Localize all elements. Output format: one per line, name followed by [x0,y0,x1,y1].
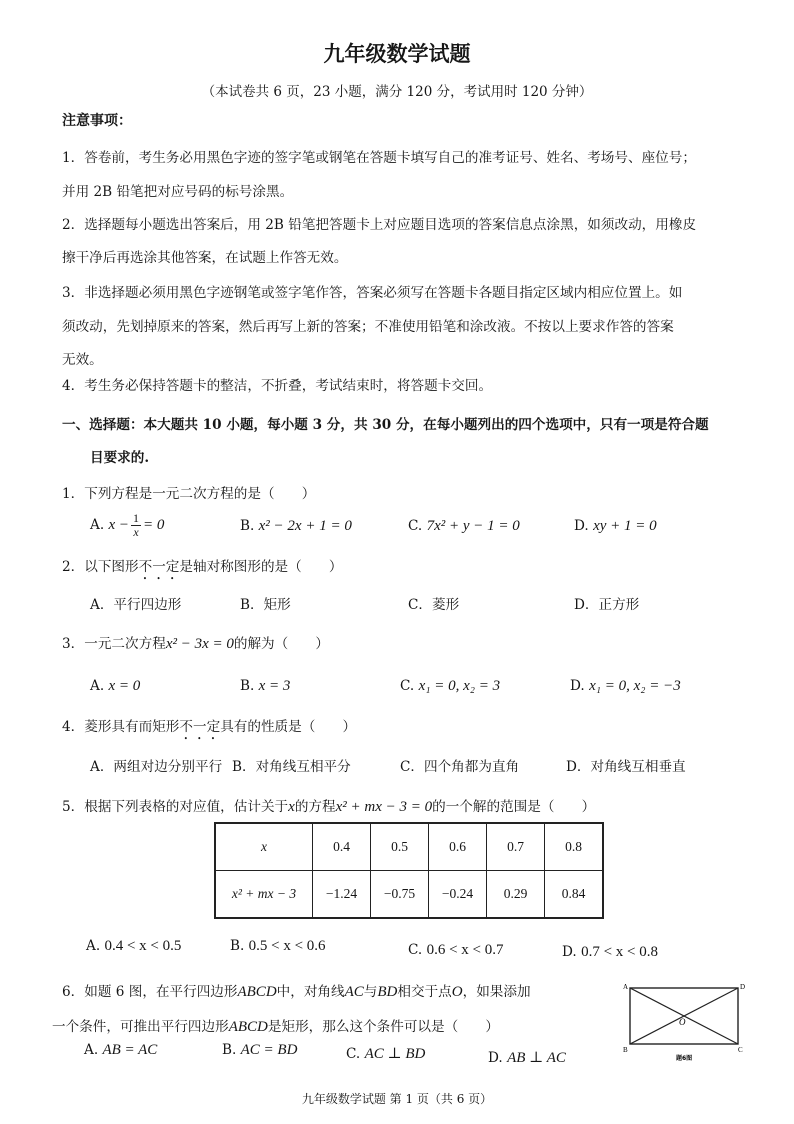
table-cell: 0.84 [545,871,604,919]
option-a-pre: x − [108,517,129,533]
question-3-option-c [400,678,500,695]
stem-text: 一个条件，可推出平行四边形 [52,1019,229,1035]
option-label: B. [240,678,255,694]
question-1-option-b [240,518,352,535]
option-text: AB = AC [102,1042,158,1058]
option-label: D. [574,518,589,534]
stem-text: 具有的性质是（ ） [220,719,357,735]
option-text: x₁ = 0, x₂ = −3 [589,678,681,694]
stem-text: 2．以下图形 [62,559,139,575]
question-2-option-a: A．平行四边形 [90,597,182,613]
stem-text: 3．一元二次方程 [62,636,166,652]
option-label: A. [90,517,105,533]
note-4-line-1: 4．考生务必保持答题卡的整洁，不折叠，考试结束时，将答题卡交回。 [62,378,493,394]
table-header-cell: x² + mx − 3 [215,871,313,919]
fraction [131,512,141,539]
note-3-line-2: 须改动，先划掉原来的答案，然后再写上新的答案；不准使用铅笔和涂改液。不按以上要求作答的答案 [62,319,674,335]
question-3-option-d [570,678,681,695]
table-row [215,823,603,871]
stem-text: 相交于点 [397,984,452,1000]
stem-text: ，如果添加 [462,984,531,1000]
question-4-option-a: A．两组对边分别平行 [90,759,223,775]
stem-text: 的方程 [294,799,336,815]
question-2-option-c: C．菱形 [408,597,460,613]
option-text: AC = BD [240,1042,298,1058]
note-3-line-1: 3．非选择题必须用黑色字迹钢笔或签字笔作答，答案必须写在答题卡各题目指定区域内相应位置上。如 [62,285,683,301]
question-1-option-c [408,518,520,535]
option-label: B. [230,938,245,954]
stem-variable: x [288,799,295,815]
question-5-option-d [562,944,658,961]
fraction-numerator: 1 [133,511,139,525]
stem-equation: x² + mx − 3 = 0 [335,799,433,815]
question-2-stem [62,555,343,583]
option-text: 7x² + y − 1 = 0 [426,518,520,534]
option-text: 0.6 < x < 0.7 [426,942,504,958]
option-text: x² − 2x + 1 = 0 [258,518,352,534]
question-5-option-b [230,938,326,955]
question-6-figure [622,980,748,1064]
option-label: B. [222,1042,237,1058]
table-row [215,871,603,919]
note-3-line-3: 无效。 [62,352,103,368]
question-3-stem [62,632,329,653]
option-text: x = 0 [108,678,141,694]
fraction-denominator: x [133,525,139,539]
stem-text: 与 [363,984,378,1000]
vertex-label-c: C [738,1046,743,1054]
question-5-stem [62,795,595,816]
question-2-option-d: D．正方形 [574,597,640,613]
option-text: 0.4 < x < 0.5 [104,938,182,954]
option-label: C. [400,678,415,694]
stem-text: 4．菱形具有而矩形 [62,719,180,735]
page-title: 九年级数学试题 [323,41,471,66]
option-text: AC ⊥ BD [364,1046,426,1062]
vertex-label-d: D [740,983,746,991]
table-cell: 0.4 [313,823,371,871]
option-text: 0.5 < x < 0.6 [248,938,326,954]
question-1-option-a [90,512,164,539]
option-label: A. [90,678,105,694]
page-footer: 九年级数学试题 第 1 页（共 6 页） [301,1092,493,1106]
table-cell: −0.24 [429,871,487,919]
stem-variable: ABCD [237,984,277,1000]
vertex-label-a: A [623,983,629,991]
stem-variable: BD [377,984,398,1000]
option-text: xy + 1 = 0 [593,518,657,534]
stem-equation: x² − 3x = 0 [165,636,234,652]
stem-text: 中，对角线 [276,984,345,1000]
question-1-option-d [574,518,657,535]
exam-info: （本试卷共 6 页，23 小题，满分 120 分，考试用时 120 分钟） [201,84,593,100]
question-1-stem: 1．下列方程是一元二次方程的是（ ） [62,486,316,502]
section-1-heading-cont: 目要求的. [90,450,150,466]
center-label-o: O [679,1017,686,1027]
option-label: D. [562,944,577,960]
stem-text: 的一个解的范围是（ ） [432,799,596,815]
option-text: x = 3 [258,678,291,694]
question-3-option-a [90,678,140,695]
stem-text: 6．如题 6 图，在平行四边形 [62,984,238,1000]
table-cell: 0.29 [487,871,545,919]
stem-text: 是矩形，那么这个条件可以是（ ） [267,1019,499,1035]
question-4-option-c: C．四个角都为直角 [400,759,520,775]
table-header-cell: x [215,823,313,871]
notes-heading: 注意事项： [62,113,132,129]
value-table [214,822,604,919]
table-cell: −0.75 [371,871,429,919]
stem-variable: AC [344,984,364,1000]
question-4-option-b: B．对角线互相平分 [232,759,351,775]
note-1-line-2: 并用 2B 铅笔把对应号码的标号涂黑。 [62,184,294,200]
stem-text: 是轴对称图形的是（ ） [179,559,343,575]
note-2-line-1: 2．选择题每小题选出答案后，用 2B 铅笔把答题卡上对应题目选项的答案信息点涂黑，如须改动，用橡皮 [62,217,697,233]
option-label: B. [240,518,255,534]
table-cell: 0.5 [371,823,429,871]
option-label: C. [408,518,423,534]
note-1-line-1: 1．答卷前，考生务必用黑色字迹的签字笔或钢笔在答题卡填写自己的准考证号、姓名、考场号、座位号； [62,150,696,166]
figure-caption: 题6图 [676,1055,693,1062]
stem-text: 5．根据下列表格的对应值，估计关于 [62,799,289,815]
option-label: D. [570,678,585,694]
table-cell: −1.24 [313,871,371,919]
question-3-option-b [240,678,290,695]
stem-variable: ABCD [228,1019,268,1035]
section-1-heading: 一、选择题：本大题共 10 小题，每小题 3 分，共 30 分，在每小题列出的四个选项中，只有一项是符合题 [62,417,709,433]
question-6-option-a [84,1042,157,1059]
question-6-line-2 [52,1015,499,1036]
emphasized-text: 不一定 [179,719,221,735]
question-5-option-a [86,938,181,955]
stem-variable: O [451,984,463,1000]
option-text: x₁ = 0, x₂ = 3 [418,678,501,694]
table-cell: 0.8 [545,823,604,871]
option-label: C. [408,942,423,958]
question-6-option-c [346,1044,425,1063]
question-4-stem [62,715,356,743]
option-text: AB ⊥ AC [507,1050,566,1066]
note-2-line-2: 擦干净后再选涂其他答案，在试题上作答无效。 [62,250,348,266]
question-6-option-d [488,1048,566,1067]
question-6-line-1 [62,980,531,1001]
stem-text: 的解为（ ） [233,636,330,652]
option-label: D. [488,1050,503,1066]
question-4-option-d: D．对角线互相垂直 [566,759,686,775]
question-2-option-b: B．矩形 [240,597,291,613]
emphasized-text: 不一定 [138,559,180,575]
option-a-post: = 0 [143,517,165,533]
option-label: C. [346,1046,361,1062]
question-6-option-b [222,1042,297,1059]
option-text: 0.7 < x < 0.8 [581,944,658,960]
vertex-label-b: B [623,1046,628,1054]
table-cell: 0.6 [429,823,487,871]
option-label: A. [84,1042,99,1058]
question-5-option-c [408,942,504,959]
option-label: A. [86,938,101,954]
table-cell: 0.7 [487,823,545,871]
